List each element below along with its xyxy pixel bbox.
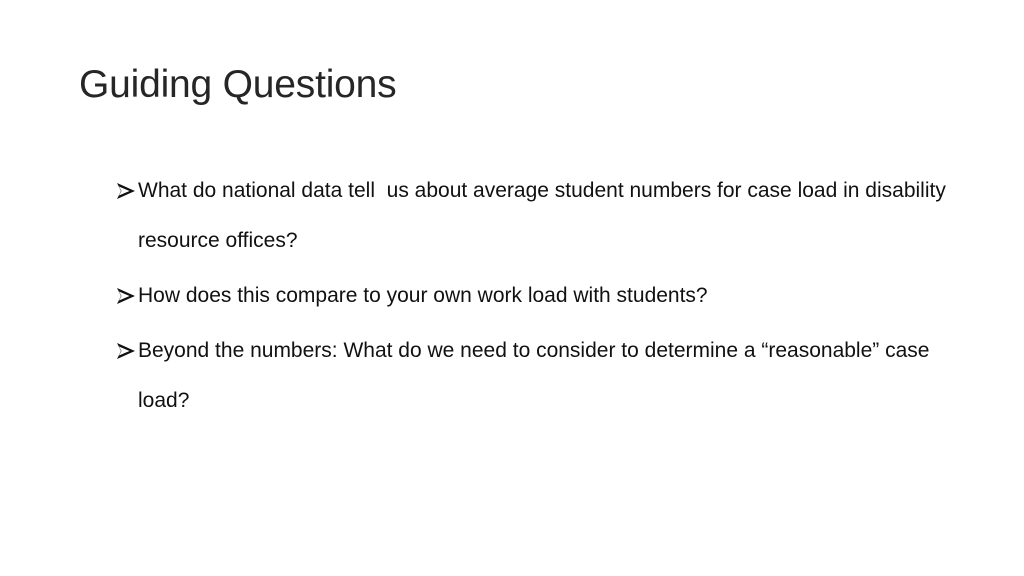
arrowhead-bullet-icon bbox=[116, 326, 138, 376]
slide-title: Guiding Questions bbox=[79, 63, 397, 106]
arrowhead-bullet-icon bbox=[116, 166, 138, 216]
bullet-item bbox=[116, 326, 946, 426]
bullet-list bbox=[116, 166, 952, 426]
bullet-text: How does this compare to your own work load with students? bbox=[138, 284, 708, 307]
bullet-item bbox=[116, 166, 952, 266]
bullet-text: What do national data tell us about average student numbers for case load in disability resource offices? bbox=[138, 179, 952, 252]
bullet-item bbox=[116, 271, 946, 321]
arrowhead-bullet-icon bbox=[116, 271, 138, 321]
bullet-text: Beyond the numbers: What do we need to consider to determine a “reasonable” case load? bbox=[138, 339, 936, 412]
